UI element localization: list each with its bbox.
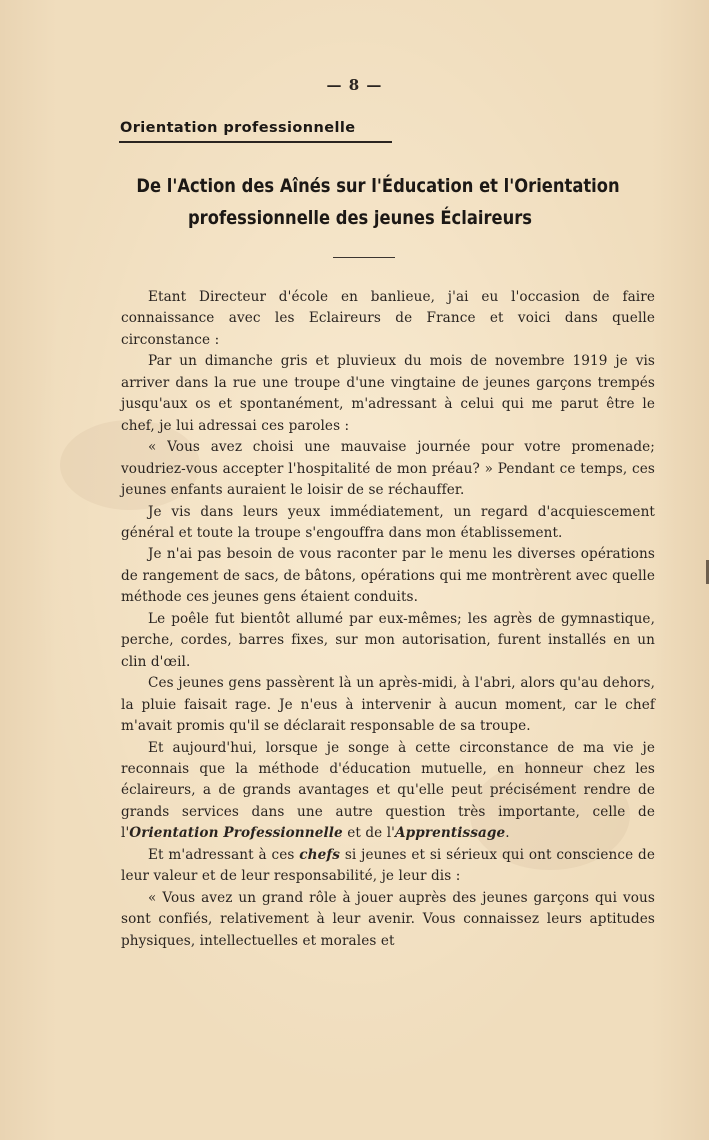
body-paragraph [121,502,655,545]
body-paragraph [121,888,655,952]
title-divider [333,257,395,258]
body-paragraph [121,845,655,888]
paragraph-text: Etant Directeur d'école en banlieue, j'ai eu l'occasion de faire connaissance avec les Eclaireurs de France et voici dans quelle circonstance : [121,289,655,348]
paragraph-text: Et aujourd'hui, lorsque je songe à cette circonstance de ma vie je reconnais que la méthode d'éducation mutuelle, en honneur chez les éclaireurs, a de grands avantages et qu'elle peut précisément rendre de grands services dans une autre question très importante, celle de l' [121,739,655,842]
paragraph-text: . [505,825,510,842]
article-body [121,287,655,952]
emphasized-text: Orientation Professionnelle [129,825,343,842]
paragraph-text: Par un dimanche gris et pluvieux du mois de novembre 1919 je vis arriver dans la rue une troupe d'une vingtaine de jeunes garçons trempés jusqu'aux os et spontanément, m'adressant à celui qui me parut être le chef, je lui adressai ces paroles : [121,353,655,434]
body-paragraph [121,738,655,845]
section-label: Orientation professionnelle [120,120,356,136]
body-paragraph [121,287,655,351]
page-number: — 8 — [326,76,383,94]
paragraph-text: Ces jeunes gens passèrent là un après-midi, à l'abri, alors qu'au dehors, la pluie faisait rage. Je n'eus à intervenir à aucun moment, car le chef m'avait promis qu'il se déclarait responsable de sa troupe. [121,675,655,735]
body-paragraph [121,351,655,437]
body-paragraph [121,673,655,737]
paragraph-text: Le poêle fut bientôt allumé par eux-mêmes; les agrès de gymnastique, perche, cordes, barres fixes, sur mon autorisation, furent installés en un clin d'œil. [121,610,655,670]
title-line-1: De l'Action des Aînés sur l'Éducation et l'Orientation [136,175,620,197]
emphasized-text: Apprentissage [395,825,506,842]
paragraph-text: si jeunes et si sérieux qui ont conscience de leur valeur et de leur responsabilité, je leur dis : [121,846,656,885]
title-line-2: professionnelle des jeunes Éclaireurs [187,207,533,229]
paragraph-text: et de l' [342,825,395,842]
paragraph-text: Je vis dans leurs yeux immédiatement, un regard d'acquiescement général et toute la troupe s'engouffra dans mon établissement. [121,503,655,541]
paragraph-text: Et m'adressant à ces [148,846,300,863]
paragraph-text: Je n'ai pas besoin de vous raconter par le menu les diverses opérations de rangement de sacs, de bâtons, opérations qui me montrèrent avec quelle méthode ces jeunes gens étaient conduits. [121,546,655,606]
section-underline [119,141,392,143]
paragraph-text: « Vous avez choisi une mauvaise journée pour votre promenade; voudriez-vous accepter l'hospitalité de mon préau? » Pendant ce temps, ces jeunes enfants auraient le loisir de se réchauffer. [121,439,655,499]
emphasized-text: chefs [299,846,341,863]
body-paragraph [121,544,655,608]
paragraph-text: « Vous avez un grand rôle à jouer auprès des jeunes garçons qui vous sont confiés, relativement à leur avenir. Vous connaissez leurs aptitudes physiques, intellectuelles et morales et [121,889,655,949]
body-paragraph [121,609,655,673]
body-paragraph [121,437,655,501]
article-title [136,170,620,234]
